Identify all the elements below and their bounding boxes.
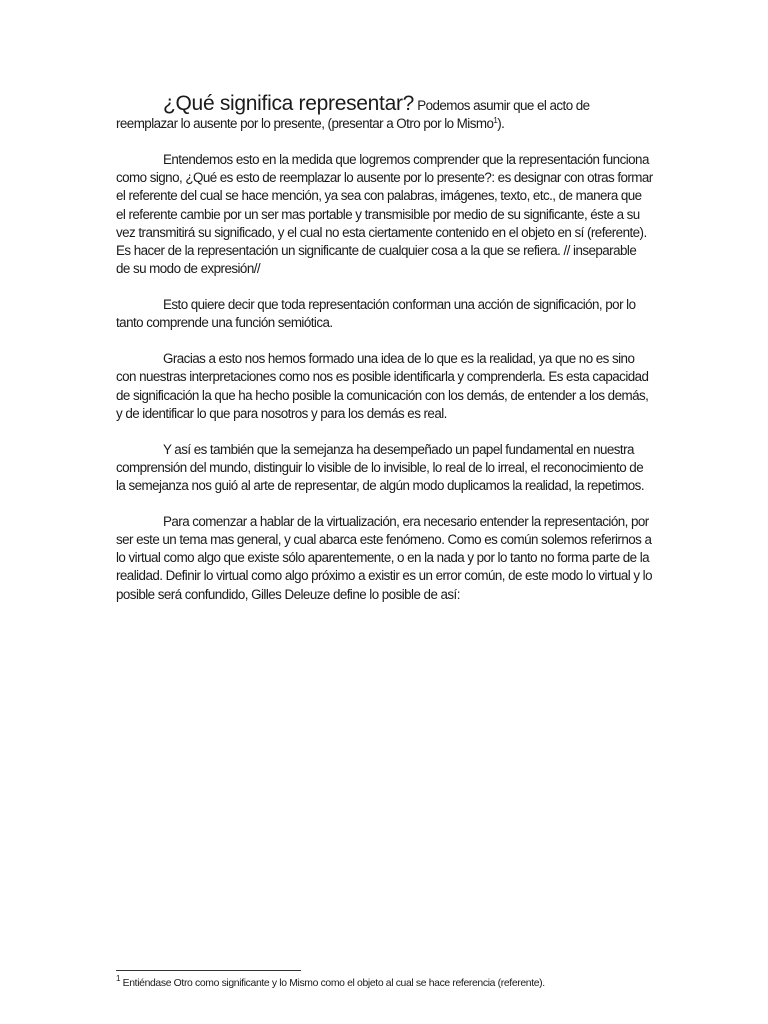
footnote-marker: 1 — [116, 974, 121, 983]
footnote — [116, 974, 656, 991]
paragraph-virtualization: Para comenzar a hablar de la virtualización, era necesario entender la representación, por ser este un tema mas general, y cual abarca este fenómeno. Como es común solemos referirnos a lo virtual como algo que existe sólo aparentemente, o en la nada y por lo tanto no forma parte de la realidad. Definir lo virtual como algo próximo a existir es un error común, de este modo lo virtual y lo posible será confundido, Gilles Deleuze define lo posible de así: — [116, 514, 652, 602]
paragraph-resemblance: Y así es también que la semejanza ha desempeñado un papel fundamental en nuestra comprensión del mundo, distinguir lo visible de lo invisible, lo real de lo irreal, el reconocimiento de la semejanza nos guió al arte de representar, de algún modo duplicamos la realidad, la repetimos. — [116, 441, 644, 493]
intro-text: Podemos asumir que el acto de reemplazar lo ausente por lo presente, (presentar a Otro por lo Mismo — [116, 98, 590, 132]
footnote-text: Entiéndase Otro como significante y lo Mismo como el objeto al cual se hace referencia (referente). — [120, 978, 545, 989]
paragraph-reality: Gracias a esto nos hemos formado una idea de lo que es la realidad, ya que no es sino con nuestras interpretaciones como nos es posible identificarla y comprenderla. Es esta capacidad de significación la que ha hecho posible la comunicación con los demás, de entender a los demás, y de identificar lo que para nosotros y para los demás es real. — [116, 351, 649, 421]
footnote-reference: 1 — [493, 116, 498, 126]
intro-paragraph — [116, 92, 653, 133]
document-title: ¿Qué significa representar? — [163, 92, 415, 115]
paragraph-semiotic-function: Esto quiere decir que toda representación conforman una acción de significación, por lo tanto comprende una función semiótica. — [116, 297, 636, 331]
intro-close: ). — [497, 116, 505, 132]
paragraph-representation-sign: Entendemos esto en la medida que logremos comprender que la representación funciona como signo, ¿Qué es esto de reemplazar lo ausente por lo presente?: es designar con otras formar el referente del cual se hace mención, ya sea con palabras, imágenes, texto, etc., de manera que el referente cambie por un ser mas portable y transmisible por medio de su significante, éste a su vez transmitirá su significado, y el cual no esta ciertamente contenido en el objeto en sí (referente). Es hacer de la representación un significante de cualquier cosa a la que se refiera. // inseparable de su modo de expresión// — [116, 152, 653, 276]
footnote-separator — [116, 970, 301, 971]
document-body — [116, 92, 653, 622]
